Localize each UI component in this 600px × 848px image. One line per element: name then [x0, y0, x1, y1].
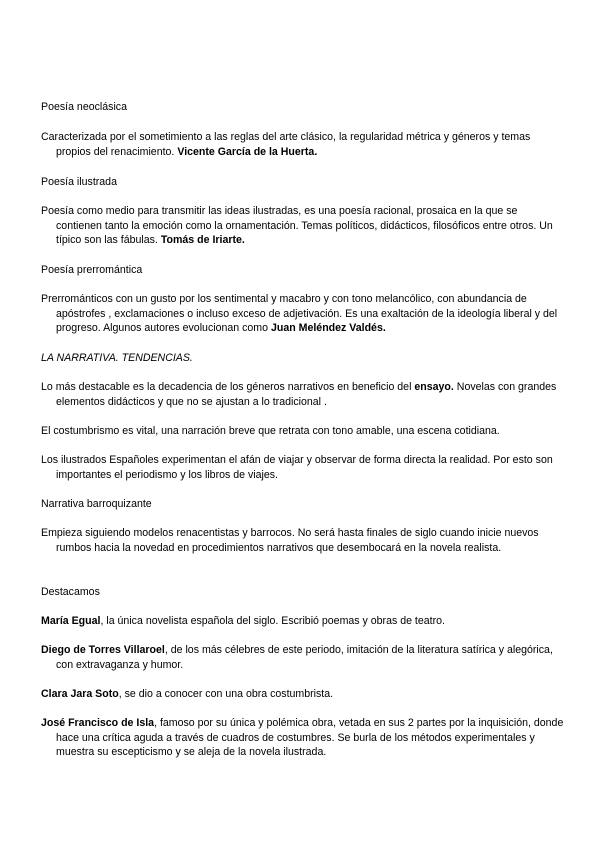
paragraph-author-clara-jara-soto: [41, 687, 566, 702]
heading-poesia-prerromantica: Poesía prerromántica: [41, 264, 143, 276]
paragraph-text: Lo más destacable es la decadencia de los géneros narrativos en beneficio del: [41, 381, 412, 393]
author-description: , famoso por su única y polémica obra, vetada en sus 2 partes por la inquisición, donde hace una crítica aguda a través de cuadros de costumbres. Se burla de los métodos experimentales y muestra su escepticismo y se aleja de la novela ilustrada.: [56, 717, 564, 758]
paragraph-text: Poesía como medio para transmitir las ideas ilustradas, es una poesía racional, prosaica en la que se contienen tanto la emoción como la ornamentación. Temas políticos, didácticos, filosóficos entre otros. Un típico son las fábulas.: [41, 205, 553, 246]
author-name: María Egual: [41, 615, 101, 627]
bold-term: ensayo.: [414, 381, 454, 393]
author-name: José Francisco de Isla: [41, 717, 155, 729]
author-name: Tomás de Iriarte.: [160, 234, 245, 246]
paragraph-narrativa-barroquizante: Empieza siguiendo modelos renacentistas y barrocos. No será hasta finales de siglo cuando inicie nuevos rumbos hacia la novedad en procedimientos narrativos que desembocará en la novela realista.: [41, 527, 539, 554]
paragraph-narrativa-decadencia: [41, 380, 566, 409]
paragraph-poesia-ilustrada: [41, 204, 566, 248]
heading-narrativa-barroquizante: Narrativa barroquizante: [41, 498, 152, 510]
author-description: , de los más célebres de este periodo, imitación de la literatura satírica y alegórica, con extravaganza y humor.: [56, 644, 553, 671]
paragraph-text-rest: Novelas con grandes elementos didácticos y que no se ajustan a lo tradicional .: [56, 381, 557, 408]
author-name: Vicente García de la Huerta.: [177, 145, 318, 158]
author-description: , la única novelista española del siglo. Escribió poemas y obras de teatro.: [100, 615, 445, 627]
paragraph-text: Caracterizada por el sometimiento a las reglas del arte clásico, la regularidad métrica y géneros y temas propios del renacimiento.: [41, 131, 531, 158]
heading-poesia-neoclasica: Poesía neoclásica: [41, 101, 127, 113]
paragraph-poesia-prerromantica: [41, 292, 566, 336]
paragraph-poesia-neoclasica: [41, 130, 566, 159]
paragraph-text: Prerrománticos con un gusto por los sentimental y macabro y con tono melancólico, con abundancia de apóstrofes , exclamaciones o incluso exceso de adjetivación. Es una exaltación de la ideología liberal y del progreso. Algunos autores evolucionan como: [41, 293, 558, 334]
author-description: , se dio a conocer con una obra costumbrista.: [118, 688, 334, 700]
heading-poesia-ilustrada: Poesía ilustrada: [41, 176, 117, 188]
author-name: Diego de Torres Villaroel: [41, 644, 165, 656]
heading-la-narrativa: LA NARRATIVA. TENDENCIAS.: [41, 352, 193, 364]
paragraph-author-francisco-de-isla: [41, 716, 566, 760]
author-name: Juan Meléndez Valdés.: [270, 322, 386, 334]
author-name: Clara Jara Soto: [41, 688, 119, 700]
paragraph-costumbrismo: El costumbrismo es vital, una narración breve que retrata con tono amable, una escena cotidiana.: [41, 425, 500, 437]
paragraph-author-maria-egual: [41, 614, 566, 629]
heading-destacamos: Destacamos: [41, 586, 100, 598]
paragraph-ilustrados: Los ilustrados Españoles experimentan el afán de viajar y observar de forma directa la realidad. Por esto son importantes el periodismo y los libros de viajes.: [41, 454, 553, 481]
paragraph-author-torres-villaroel: [41, 643, 566, 672]
